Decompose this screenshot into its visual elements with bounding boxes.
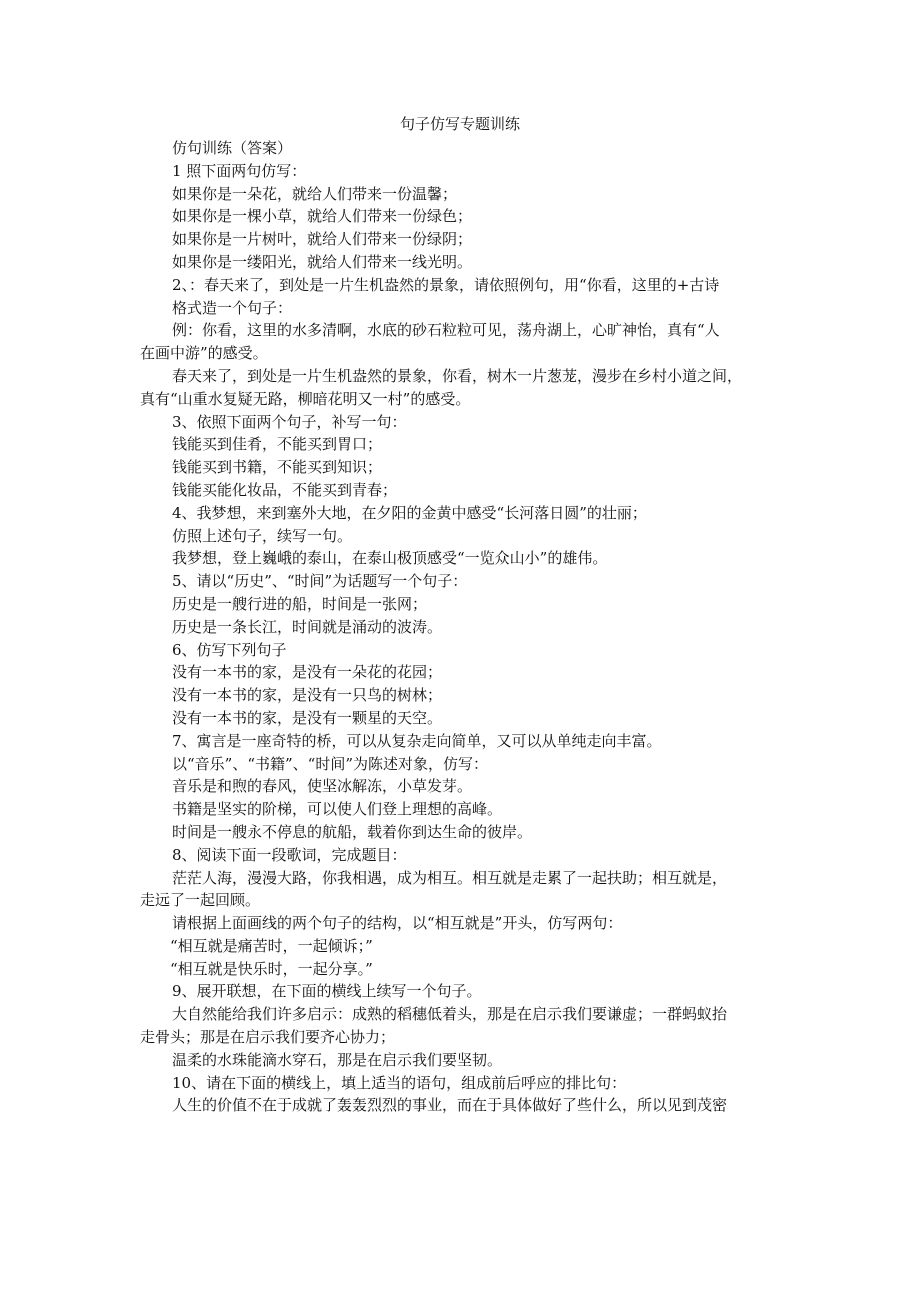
paragraph-line: 如果你是一朵花，就给人们带来一份温馨； <box>172 184 458 203</box>
document-body <box>140 137 780 1117</box>
paragraph-line: 没有一本书的家，是没有一只鸟的树林； <box>172 686 443 705</box>
paragraph-line: 温柔的水珠能滴水穿石，那是在启示我们要坚韧。 <box>172 1050 503 1069</box>
paragraph-line: 历史是一艘行进的船，时间是一张网； <box>172 594 428 613</box>
paragraph-line: 5、请以“历史”、“时间”为话题写一个句子： <box>172 572 468 591</box>
paragraph-line: “相互就是痛苦时，一起倾诉；” <box>170 936 373 955</box>
document-title: 句子仿写专题训练 <box>399 115 520 133</box>
paragraph-line: 10、请在下面的横线上，填上适当的语句，组成前后呼应的排比句： <box>172 1073 627 1092</box>
paragraph-line: 1 照下面两句仿写： <box>172 161 307 180</box>
paragraph-line: 大自然能给我们许多启示：成熟的稻穗低着头，那是在启示我们要谦虚；一群蚂蚁抬 <box>172 1005 728 1024</box>
paragraph-line: 8、阅读下面一段歌词，完成题目： <box>172 845 407 864</box>
paragraph-line: 如果你是一片树叶，就给人们带来一份绿阴； <box>172 230 473 249</box>
paragraph-line: 7、寓言是一座奇特的桥，可以从复杂走向简单，又可以从单纯走向丰富。 <box>172 731 662 750</box>
paragraph-line: 走骨头；那是在启示我们要齐心协力； <box>140 1028 396 1047</box>
paragraph-line: 历史是一条长江，时间就是涌动的波涛。 <box>172 617 443 636</box>
paragraph-line: 钱能买到佳肴，不能买到胃口； <box>172 435 383 454</box>
paragraph-line: 书籍是坚实的阶梯，可以使人们登上理想的高峰。 <box>172 800 503 819</box>
paragraph-line: 仿照上述句子，续写一句。 <box>172 526 353 545</box>
paragraph-line: 真有“山重水复疑无路，柳暗花明又一村”的感受。 <box>140 389 471 408</box>
paragraph-line: 如果你是一棵小草，就给人们带来一份绿色； <box>172 207 473 226</box>
paragraph-line: 4、我梦想，来到塞外大地，在夕阳的金黄中感受“长河落日圆”的壮丽； <box>172 503 647 522</box>
paragraph-line: 音乐是和煦的春风，使坚冰解冻，小草发芽。 <box>172 777 473 796</box>
paragraph-line: 6、仿写下列句子 <box>172 640 287 659</box>
paragraph-line: 格式造一个句子： <box>172 298 293 317</box>
paragraph-line: 以“音乐”、“书籍”、“时间”为陈述对象，仿写： <box>172 754 489 773</box>
paragraph-line: 茫茫人海，漫漫大路，你我相遇，成为相互。相互就是走累了一起扶助；相互就是， <box>172 868 728 887</box>
paragraph-line: 时间是一艘永不停息的航船，载着你到达生命的彼岸。 <box>172 822 533 841</box>
paragraph-line: 钱能买能化妆品，不能买到青春； <box>172 480 398 499</box>
paragraph-line: 我梦想，登上巍峨的泰山，在泰山极顶感受“一览众山小”的雄伟。 <box>172 549 608 568</box>
paragraph-line: 钱能买到书籍，不能买到知识； <box>172 458 383 477</box>
paragraph-line: “相互就是快乐时，一起分享。” <box>170 959 373 978</box>
paragraph-line: 在画中游”的感受。 <box>140 344 268 363</box>
paragraph-line: 走远了一起回顾。 <box>140 891 261 910</box>
paragraph-line: 例：你看，这里的水多清啊，水底的砂石粒粒可见，荡舟湖上，心旷神怡，真有“人 <box>172 321 720 340</box>
paragraph-line: 请根据上面画线的两个句子的结构，以“相互就是”开头，仿写两句： <box>172 914 623 933</box>
paragraph-line: 9、展开联想，在下面的横线上续写一个句子。 <box>172 982 482 1001</box>
paragraph-line: 2、：春天来了，到处是一片生机盎然的景象，请依照例句，用“你看，这里的+古诗 <box>172 275 720 294</box>
paragraph-line: 没有一本书的家，是没有一颗星的天空。 <box>172 708 443 727</box>
paragraph-line: 春天来了，到处是一片生机盎然的景象，你看，树木一片葱茏，漫步在乡村小道之间， <box>172 366 743 385</box>
paragraph-line: 如果你是一缕阳光，就给人们带来一线光明。 <box>172 252 473 271</box>
paragraph-line: 仿句训练（答案） <box>172 139 293 157</box>
paragraph-line: 3、依照下面两个句子，补写一句： <box>172 412 407 431</box>
paragraph-line: 没有一本书的家，是没有一朵花的花园； <box>172 663 443 682</box>
paragraph-line: 人生的价值不在于成就了轰轰烈烈的事业，而在于具体做好了些什么，所以见到茂密 <box>172 1096 728 1115</box>
